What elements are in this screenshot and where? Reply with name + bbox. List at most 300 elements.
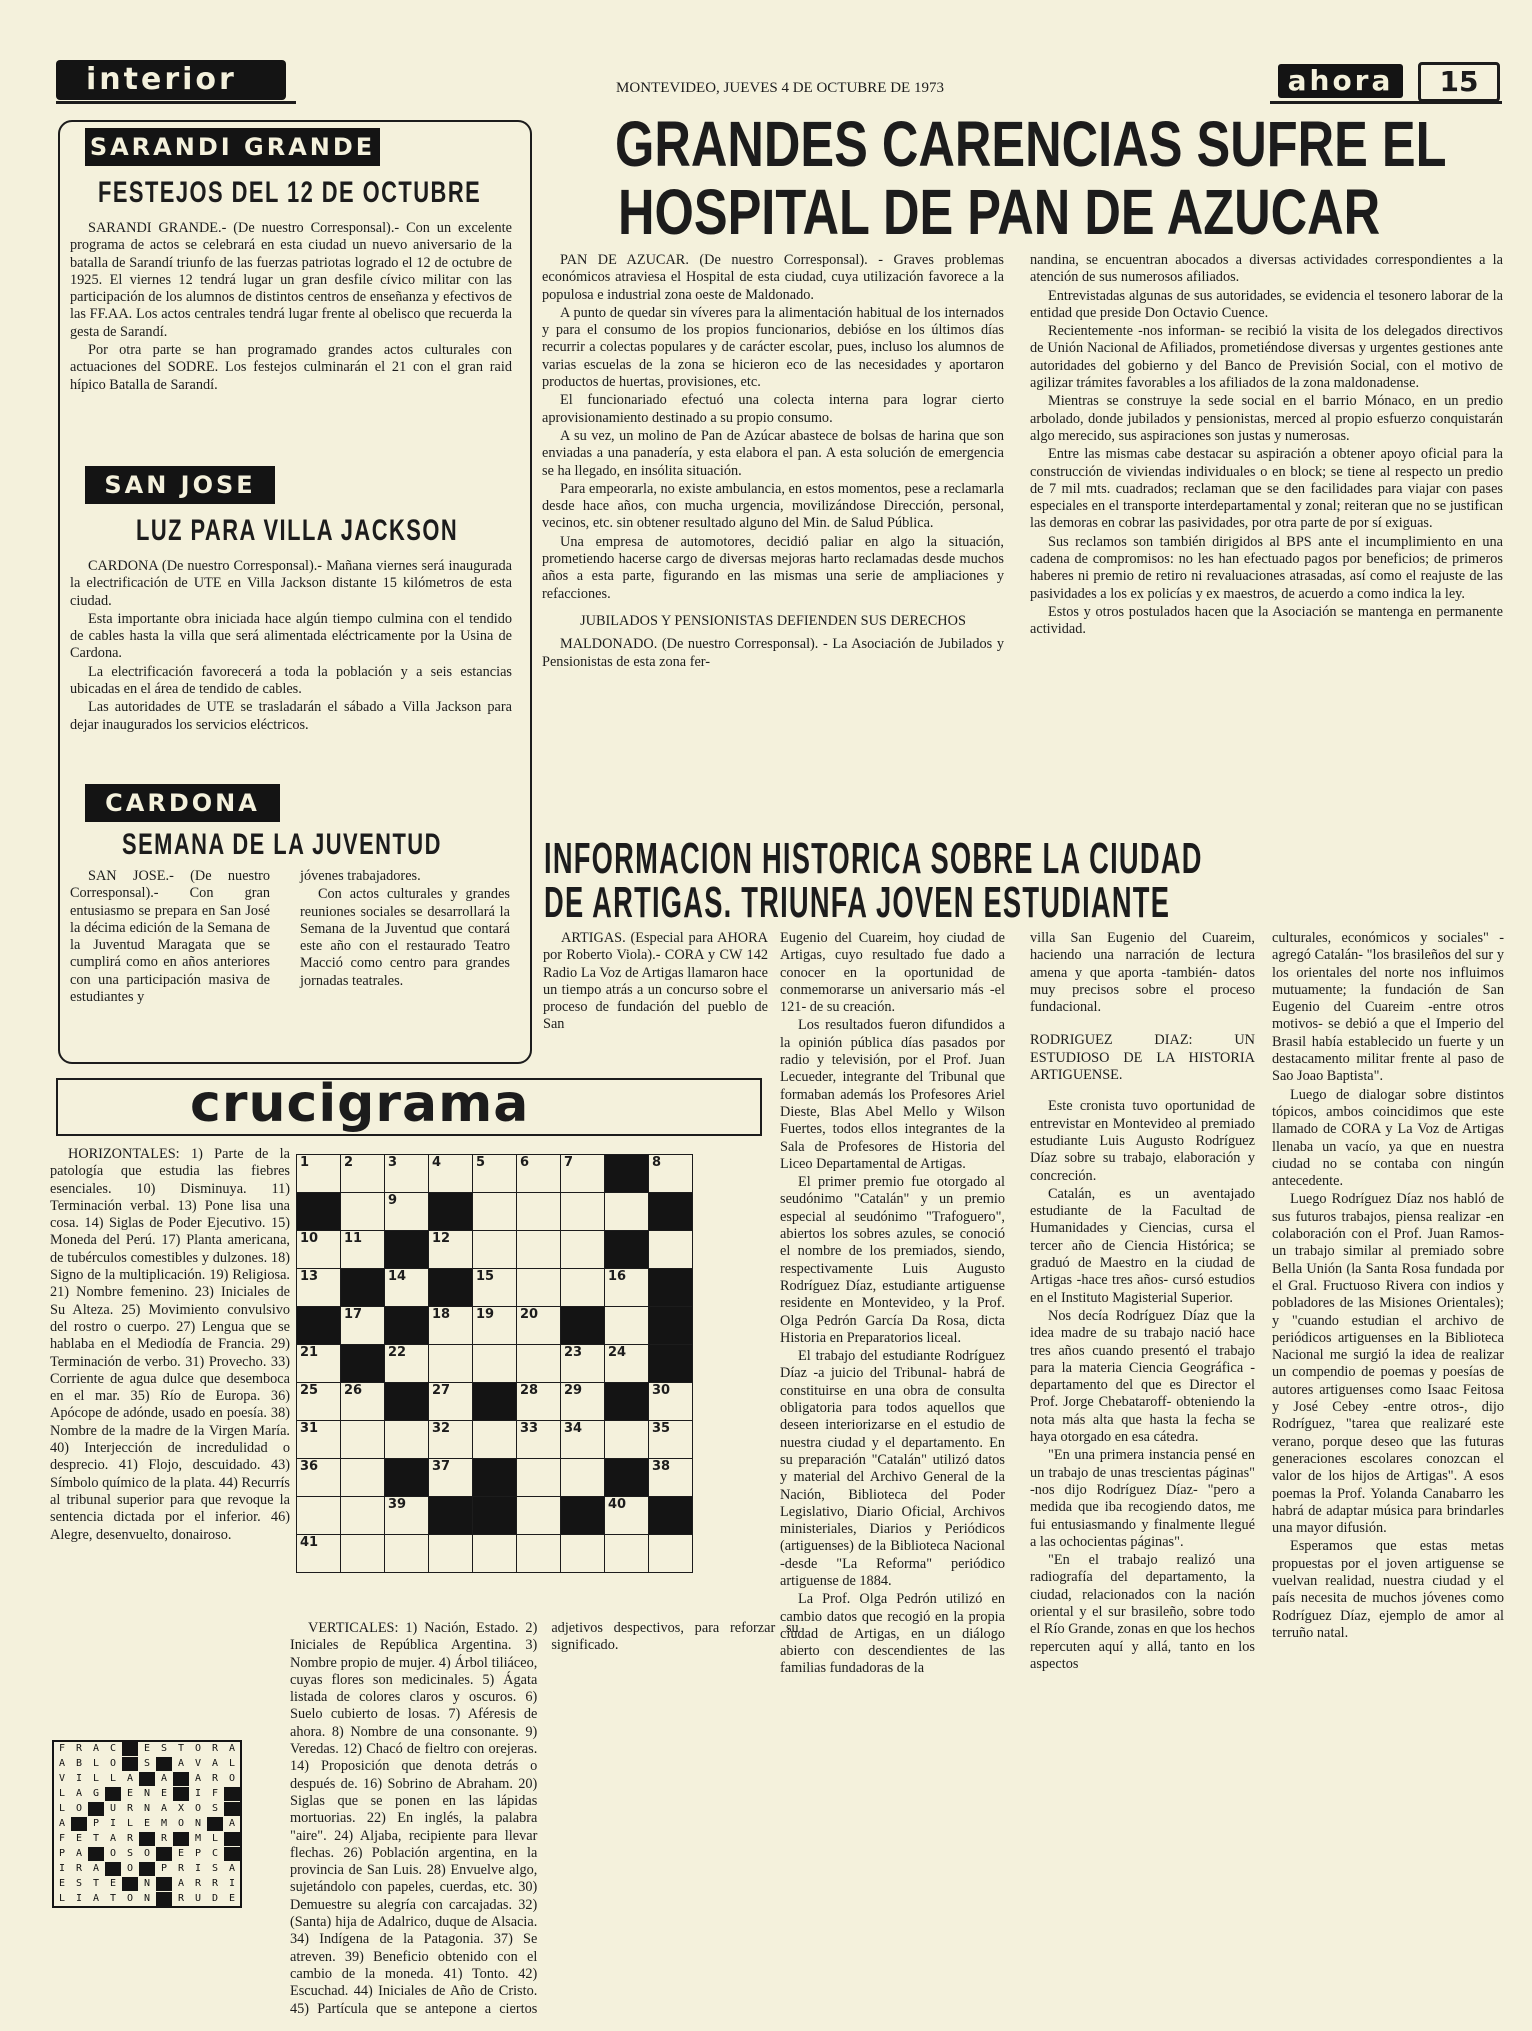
crossword-cell — [605, 1307, 649, 1345]
crossword-cell — [473, 1383, 517, 1421]
sanjose-body — [70, 558, 512, 735]
solution-cell — [224, 1847, 242, 1862]
solution-cell — [173, 1787, 190, 1802]
solution-cell: O — [139, 1847, 156, 1862]
subheading: RODRIGUEZ DIAZ: UN ESTUDIOSO DE LA HISTORIA ARTIGUENSE. — [1030, 1032, 1255, 1084]
paragraph: A punto de quedar sin víveres para la alimentación habitual de los internados y para el consumo de los propios funcionarios, debióse en los últimos días recurrir a colectas populares y de carácter escolar, pues, incluso los alumnos de varias escuelas de la zona se hicieron eco de las necesidades y aportaron productos de huertas, provisiones, etc. — [542, 304, 1004, 391]
crossword-cell — [385, 1383, 429, 1421]
cell-number: 33 — [520, 1421, 539, 1436]
solution-cell — [156, 1757, 173, 1772]
crossword-cell — [561, 1307, 605, 1345]
solution-table — [52, 1740, 242, 1908]
crossword-cell — [385, 1269, 429, 1307]
cell-number: 17 — [344, 1307, 363, 1322]
crossword-cell — [473, 1497, 517, 1535]
solution-cell: O — [122, 1862, 139, 1877]
solution-cell: S — [207, 1802, 224, 1817]
crossword-cell — [341, 1269, 385, 1307]
hospital-col1 — [542, 252, 1004, 672]
horizontales-clues — [50, 1146, 290, 1545]
solution-cell: O — [224, 1772, 242, 1787]
cell-number: 24 — [608, 1345, 627, 1360]
crossword-cell — [385, 1421, 429, 1459]
solution-cell: O — [71, 1802, 88, 1817]
paragraph: MALDONADO. (De nuestro Corresponsal). - La Asociación de Jubilados y Pensionistas de esta zona fer- — [542, 636, 1004, 670]
crossword-cell — [297, 1459, 341, 1497]
paragraph: Estos y otros postulados hacen que la Asociación se mantenga en permanente actividad. — [1030, 603, 1503, 638]
crossword-cell — [429, 1231, 473, 1269]
artigas-col2 — [780, 930, 1005, 1679]
artigas-headline-line2: DE ARTIGAS. TRIUNFA JOVEN ESTUDIANTE — [544, 878, 1171, 927]
sarandi-label: SARANDI GRANDE — [85, 128, 380, 166]
cell-number: 25 — [300, 1383, 319, 1398]
solution-cell — [173, 1832, 190, 1847]
hospital-col2 — [1030, 252, 1503, 640]
sanjose-title: LUZ PARA VILLA JACKSON — [136, 514, 459, 547]
solution-cell: R — [156, 1832, 173, 1847]
solution-row — [53, 1862, 241, 1877]
solution-cell: E — [53, 1877, 71, 1892]
solution-cell: A — [53, 1757, 71, 1772]
paragraph: El trabajo del estudiante Rodríguez Díaz -a juicio del Tribunal- habrá de constituirse en una obra de consulta obligatoria para todos aquellos que deseen interiorizarse en el estudio de nuestra ciudad y el departamento. En su preparación "Catalán" utilizó datos y material del Archivo General de la Nación, Biblioteca del Poder Legislativo, Diario Oficial, Archivos ministeriales, Diarios y Periódicos (artiguenses) de la Biblioteca Nacional -desde "La Reforma" periódico artiguense de 1884. — [780, 1348, 1005, 1589]
paragraph: Recientemente -nos informan- se recibió la visita de los delegados directivos de Unión Nacional de Afiliados, prometiéndose diversas y urgentes gestiones ante autoridades del gobierno y del Banco de Previsión Social, con el motivo de agilizar trámites favorables a los afiliados de la zona maldonadense. — [1030, 323, 1503, 392]
crossword-table — [296, 1154, 693, 1573]
paragraph — [290, 1620, 799, 2030]
solution-cell: A — [224, 1862, 242, 1877]
artigas-intro-1 — [543, 930, 768, 1035]
crossword-row — [297, 1421, 693, 1459]
paragraph: El primer premio fue otorgado al seudónimo "Catalán" y un premio especial al seudónimo "Trafoguero", abiertos los sobres azules, se conoció el nombre de los premiados, siendo, respectivamente Luis Augusto Rodríguez Díaz, estudiante artiguense residente en Montevideo, y la Prof. Olga Pedrón García Da Rosa, dicta Historia en Preparatorios liceal. — [780, 1174, 1005, 1346]
artigas-col3 — [1030, 930, 1255, 1674]
paragraph: Luego de dialogar sobre distintos tópicos, ambos coincidimos que este llamado de CORA y La Voz de Artigas llenaba un vacío, ya que en nuestra ciudad no se contaba con ningún antecedente. — [1272, 1086, 1504, 1190]
crossword-cell — [605, 1155, 649, 1193]
cell-number: 35 — [652, 1421, 671, 1436]
crossword-cell — [473, 1459, 517, 1497]
solution-cell: X — [173, 1802, 190, 1817]
crossword-row — [297, 1383, 693, 1421]
crossword-cell — [561, 1497, 605, 1535]
sarandi-body — [70, 220, 512, 395]
paragraph: CARDONA (De nuestro Corresponsal).- Mañana viernes será inaugurada la electrificación de UTE en Villa Jackson distante 15 kilómetros de esta ciudad. — [70, 558, 512, 609]
crossword-cell — [473, 1231, 517, 1269]
crossword-cell — [385, 1535, 429, 1573]
solution-cell: R — [207, 1877, 224, 1892]
solution-cell: I — [71, 1892, 88, 1908]
solution-cell: A — [173, 1757, 190, 1772]
crossword-row — [297, 1497, 693, 1535]
paragraph: Nos decía Rodríguez Díaz que la idea madre de su trabajo nació hace tres años cuando presentó el trabajo para la materia Ciencia Geográfica -departamento del que es Director el Prof. Jorge Chebataroff- obteniendo la nota más alta que hasta la fecha se haya otorgado en esa cátedra. — [1030, 1307, 1255, 1446]
crossword-cell — [649, 1155, 693, 1193]
solution-cell: N — [139, 1787, 156, 1802]
solution-cell: E — [122, 1787, 139, 1802]
solution-cell — [71, 1817, 88, 1832]
solution-row — [53, 1892, 241, 1908]
brand-logo: ahora — [1278, 64, 1403, 98]
cell-number: 16 — [608, 1269, 627, 1284]
page-number: 15 — [1418, 62, 1500, 102]
crossword-cell — [561, 1155, 605, 1193]
paragraph: culturales, económicos y sociales" -agregó Catalán- "los brasileños del sur y los orientales del norte nos influimos mutuamente; la fundación de San Eugenio del Cuareim -entre otros motivos- se debió a que el Imperio del Brasil había establecido un fuerte y un destacamento militar frente al paso de Sao Joao Baptista". — [1272, 930, 1504, 1085]
crossword-cell — [605, 1269, 649, 1307]
cell-number: 20 — [520, 1307, 539, 1322]
solution-cell — [224, 1787, 242, 1802]
hospital-headline-line1: GRANDES CARENCIAS SUFRE EL — [615, 108, 1447, 180]
cardona-col2 — [300, 868, 510, 991]
solution-cell: L — [53, 1802, 71, 1817]
solution-cell: O — [190, 1802, 207, 1817]
solution-cell: A — [122, 1772, 139, 1787]
cell-number: 8 — [652, 1155, 662, 1170]
paragraph: PAN DE AZUCAR. (De nuestro Corresponsal). - Graves problemas económicos atraviesa el Hospital de esta ciudad, cuya utilización favorece a la populosa e industrial zona oeste de Maldonado. — [542, 252, 1004, 303]
solution-cell — [122, 1741, 139, 1757]
cardona-title: SEMANA DE LA JUVENTUD — [122, 828, 442, 861]
crossword-cell — [517, 1345, 561, 1383]
paragraph: ARTIGAS. (Especial para AHORA por Roberto Viola).- CORA y CW 142 Radio La Voz de Artigas llamaron hace un tiempo atrás a un concurso sobre el proceso de fundación del pueblo de San — [543, 930, 768, 1033]
solution-cell: N — [139, 1802, 156, 1817]
solution-cell: O — [105, 1847, 122, 1862]
crossword-cell — [561, 1535, 605, 1573]
crossword-cell — [473, 1269, 517, 1307]
crossword-cell — [341, 1535, 385, 1573]
solution-cell: T — [88, 1832, 105, 1847]
subheading: JUBILADOS Y PENSIONISTAS DEFIENDEN SUS DERECHOS — [580, 612, 966, 629]
crossword-cell — [649, 1345, 693, 1383]
solution-cell: F — [53, 1741, 71, 1757]
solution-cell: G — [88, 1787, 105, 1802]
sanjose-label: SAN JOSE — [85, 466, 275, 504]
solution-cell: O — [173, 1817, 190, 1832]
solution-cell — [139, 1772, 156, 1787]
solution-cell: L — [105, 1772, 122, 1787]
solution-cell: L — [207, 1832, 224, 1847]
solution-cell: R — [207, 1772, 224, 1787]
solution-cell: I — [105, 1817, 122, 1832]
cell-number: 21 — [300, 1345, 319, 1360]
crossword-cell — [517, 1459, 561, 1497]
crossword-cell — [605, 1383, 649, 1421]
solution-cell: A — [105, 1832, 122, 1847]
solution-cell: S — [122, 1847, 139, 1862]
crossword-cell — [649, 1193, 693, 1231]
crossword-cell — [297, 1421, 341, 1459]
solution-cell: A — [190, 1772, 207, 1787]
solution-cell: I — [53, 1862, 71, 1877]
solution-cell: A — [71, 1847, 88, 1862]
crossword-cell — [561, 1383, 605, 1421]
solution-cell: C — [207, 1847, 224, 1862]
solution-cell: P — [156, 1862, 173, 1877]
solution-row — [53, 1741, 241, 1757]
clue-text: 1) Parte de la patología que estudia las fiebres esenciales. 10) Disminuya. 11) Terminación verbal. 13) Pone lisa una cosa. 14) Siglas de Poder Ejecutivo. 15) Moneda del Perú. 17) Planta americana, de tubérculos comestibles y dulzones. 18) Signo de la multiplicación. 19) Religiosa. 21) Nombre femenino. 23) Iniciales de Su Alteza. 25) Movimiento convulsivo del rostro o cuerpo. 27) Lengua que se hablaba en el Mediodía de Francia. 29) Terminación de verbo. 31) Provecho. 33) Corriente de agua dulce que desemboca en el mar. 35) Río de Europa. 36) Apócope de adónde, usado en poesía. 38) Nombre de la madre de la Virgen María. 40) Interjección de incredulidad o desprecio. 41) Flojo, descuidado. 43) Símbolo químico de la plata. 44) Recurrís al tribunal superior para que revoque la sentencia dictada por el inferior. 46) Alegre, desenvuelto, donairoso. — [50, 1146, 290, 1543]
crossword-cell — [473, 1193, 517, 1231]
crossword-cell — [385, 1193, 429, 1231]
solution-cell: C — [105, 1741, 122, 1757]
solution-cell: E — [139, 1741, 156, 1757]
solution-cell: I — [224, 1877, 242, 1892]
crossword-cell — [473, 1155, 517, 1193]
header-rule-left — [56, 101, 296, 104]
paragraph: Los resultados fueron difundidos a la opinión pública días pasados por radio y televisión, por el Prof. Juan Lecueder, integrante del Tribunal que formaban además los Profesores Ariel Dieste, Blas Abel Mello y Wilson Fuertes, todos ellos integrantes de la Sala de Profesores de Historia del Liceo Departamental de Artigas. — [780, 1017, 1005, 1172]
crossword-cell — [341, 1231, 385, 1269]
cell-number: 13 — [300, 1269, 319, 1284]
crossword-cell — [429, 1421, 473, 1459]
solution-cell: F — [53, 1832, 71, 1847]
paragraph: Con actos culturales y grandes reuniones sociales se desarrollará la Semana de la Juventud que contará este año con el restaurado Teatro Macció como centro para grandes jornadas teatrales. — [300, 886, 510, 989]
cell-number: 30 — [652, 1383, 671, 1398]
artigas-headline-line1: INFORMACION HISTORICA SOBRE LA CIUDAD — [544, 834, 1203, 883]
cell-number: 22 — [388, 1345, 407, 1360]
cell-number: 11 — [344, 1231, 363, 1246]
crossword-cell — [649, 1269, 693, 1307]
paragraph: Esperamos que estas metas propuestas por el joven artiguense se vuelvan realidad, nuestra ciudad y el país necesita de muchos jóvenes como Rodríguez Díaz, ejemplo de amor al terruño natal. — [1272, 1538, 1504, 1641]
crossword-cell — [429, 1269, 473, 1307]
solution-cell: O — [105, 1757, 122, 1772]
crossword-cell — [297, 1497, 341, 1535]
solution-cell: A — [88, 1862, 105, 1877]
crossword-cell — [517, 1269, 561, 1307]
crossword-cell — [385, 1345, 429, 1383]
solution-cell: P — [88, 1817, 105, 1832]
solution-cell: R — [173, 1862, 190, 1877]
crossword-cell — [341, 1421, 385, 1459]
solution-cell: A — [173, 1877, 190, 1892]
solution-cell: I — [190, 1787, 207, 1802]
cardona-col1 — [70, 868, 270, 1007]
paragraph: La electrificación favorecerá a toda la población y a seis estancias ubicadas en el área de tendido de cables. — [70, 663, 512, 698]
solution-cell: A — [53, 1817, 71, 1832]
crossword-cell — [473, 1307, 517, 1345]
solution-cell: N — [190, 1817, 207, 1832]
paragraph: jóvenes trabajadores. — [300, 868, 421, 884]
solution-cell: O — [122, 1892, 139, 1908]
crossword-cell — [297, 1307, 341, 1345]
solution-cell: B — [71, 1757, 88, 1772]
crossword-cell — [341, 1459, 385, 1497]
cell-number: 36 — [300, 1459, 319, 1474]
solution-cell: R — [173, 1892, 190, 1908]
crossword-cell — [605, 1345, 649, 1383]
crossword-cell — [649, 1459, 693, 1497]
artigas-col4 — [1272, 930, 1504, 1643]
solution-cell — [156, 1877, 173, 1892]
solution-cell: O — [190, 1741, 207, 1757]
solution-cell: P — [190, 1847, 207, 1862]
crossword-cell — [297, 1345, 341, 1383]
crossword-cell — [605, 1193, 649, 1231]
crossword-cell — [385, 1497, 429, 1535]
solution-cell: N — [139, 1877, 156, 1892]
solution-cell: F — [207, 1787, 224, 1802]
solution-cell: S — [139, 1757, 156, 1772]
solution-cell: E — [156, 1787, 173, 1802]
crossword-cell — [429, 1193, 473, 1231]
clue-heading: VERTICALES: — [308, 1620, 399, 1636]
paragraph: El funcionariado efectuó una colecta interna para lograr cierto aprovisionamiento destinado a su propio consumo. — [542, 392, 1004, 426]
paragraph: Mientras se construye la sede social en el barrio Mónaco, en un predio arbolado, donde jubilados y pensionistas, merced al propio esfuerzo conquistarán algo merecido, sus aspiraciones son justas y numerosas. — [1030, 393, 1503, 444]
solution-row — [53, 1787, 241, 1802]
crossword-cell — [561, 1421, 605, 1459]
paragraph: villa San Eugenio del Cuareim, haciendo una narración de lectura amena y que aporta -también- datos muy precisos sobre el proceso fundacional. — [1030, 930, 1255, 1016]
crossword-cell — [429, 1383, 473, 1421]
crossword-cell — [561, 1269, 605, 1307]
crossword-cell — [297, 1535, 341, 1573]
solution-row — [53, 1757, 241, 1772]
sarandi-title: FESTEJOS DEL 12 DE OCTUBRE — [98, 176, 482, 209]
crossword-row — [297, 1155, 693, 1193]
solution-cell: T — [88, 1877, 105, 1892]
crossword-cell — [561, 1459, 605, 1497]
solution-cell — [156, 1892, 173, 1908]
hospital-headline-line2: HOSPITAL DE PAN DE AZUCAR — [618, 176, 1381, 248]
cell-number: 6 — [520, 1155, 530, 1170]
solution-cell: L — [122, 1817, 139, 1832]
solution-cell: E — [139, 1817, 156, 1832]
solution-row — [53, 1817, 241, 1832]
solution-cell — [139, 1832, 156, 1847]
paragraph: Catalán, es un aventajado estudiante de la Facultad de Humanidades y Ciencias, cursa el tercer año de Ciencia Histórica; se graduó de Maestro en la ciudad de Artigas -hace tres años- cursó estudios en el Instituto Magisterial Superior. — [1030, 1185, 1255, 1306]
cell-number: 31 — [300, 1421, 319, 1436]
crossword-cell — [341, 1345, 385, 1383]
paragraph: Las autoridades de UTE se trasladarán el sábado a Villa Jackson para dejar inaugurados los servicios eléctricos. — [70, 699, 512, 733]
solution-cell: M — [156, 1817, 173, 1832]
crossword-cell — [297, 1269, 341, 1307]
cell-number: 1 — [300, 1155, 310, 1170]
crossword-cell — [649, 1231, 693, 1269]
solution-cell: S — [156, 1741, 173, 1757]
solution-cell: A — [156, 1772, 173, 1787]
cell-number: 26 — [344, 1383, 363, 1398]
solution-cell: A — [156, 1802, 173, 1817]
crossword-cell — [517, 1307, 561, 1345]
clue-heading: HORIZONTALES: — [68, 1146, 180, 1162]
solution-cell: T — [105, 1892, 122, 1908]
crossword-title: crucigrama — [190, 1074, 530, 1134]
solution-cell: D — [207, 1892, 224, 1908]
crossword-cell — [517, 1535, 561, 1573]
paragraph: Entrevistadas algunas de sus autoridades, se evidencia el tesonero laborar de la entidad que preside Don Octavio Cuence. — [1030, 287, 1503, 321]
cell-number: 2 — [344, 1155, 354, 1170]
solution-cell: E — [71, 1832, 88, 1847]
solution-cell: R — [207, 1741, 224, 1757]
paragraph — [50, 1146, 290, 1544]
crossword-row — [297, 1459, 693, 1497]
crossword-cell — [429, 1459, 473, 1497]
solution-row — [53, 1832, 241, 1847]
crossword-cell — [473, 1535, 517, 1573]
crossword-cell — [605, 1231, 649, 1269]
solution-cell — [88, 1847, 105, 1862]
crossword-cell — [649, 1383, 693, 1421]
cell-number: 15 — [476, 1269, 495, 1284]
cell-number: 37 — [432, 1459, 451, 1474]
solution-cell: V — [190, 1757, 207, 1772]
crossword-cell — [429, 1345, 473, 1383]
crossword-cell — [561, 1231, 605, 1269]
crossword-row — [297, 1345, 693, 1383]
solution-cell: R — [71, 1862, 88, 1877]
solution-row — [53, 1802, 241, 1817]
solution-cell — [122, 1757, 139, 1772]
paragraph: nandina, se encuentran abocados a diversas actividades correspondientes a la atención de sus numerosos afiliados. — [1030, 252, 1503, 286]
header-rule-right — [1270, 101, 1502, 104]
crossword-cell — [341, 1307, 385, 1345]
paragraph: Eugenio del Cuareim, hoy ciudad de Artigas, cuyo resultado fue dado a conocer en la oportunidad de conmemorarse un aniversario más -el 121- de su creación. — [780, 930, 1005, 1016]
crossword-row — [297, 1231, 693, 1269]
dateline: MONTEVIDEO, JUEVES 4 DE OCTUBRE DE 1973 — [616, 80, 944, 96]
solution-cell: E — [105, 1877, 122, 1892]
solution-cell — [173, 1772, 190, 1787]
crossword-cell — [649, 1497, 693, 1535]
solution-cell — [105, 1862, 122, 1877]
crossword-row — [297, 1193, 693, 1231]
crossword-cell — [517, 1421, 561, 1459]
solution-cell: A — [71, 1787, 88, 1802]
solution-cell: L — [88, 1757, 105, 1772]
solution-row — [53, 1772, 241, 1787]
cell-number: 28 — [520, 1383, 539, 1398]
cell-number: 32 — [432, 1421, 451, 1436]
crossword-cell — [561, 1193, 605, 1231]
solution-cell: T — [173, 1741, 190, 1757]
cell-number: 4 — [432, 1155, 442, 1170]
cell-number: 40 — [608, 1497, 627, 1512]
solution-row — [53, 1877, 241, 1892]
solution-cell: A — [88, 1741, 105, 1757]
solution-cell: U — [190, 1892, 207, 1908]
solution-cell: E — [224, 1892, 242, 1908]
solution-cell: M — [190, 1832, 207, 1847]
crossword-cell — [341, 1193, 385, 1231]
solution-cell — [224, 1802, 242, 1817]
solution-cell — [139, 1862, 156, 1877]
cell-number: 12 — [432, 1231, 451, 1246]
solution-cell — [224, 1832, 242, 1847]
solution-cell — [122, 1877, 139, 1892]
crossword-cell — [517, 1155, 561, 1193]
solution-row — [53, 1847, 241, 1862]
solution-cell: A — [224, 1741, 242, 1757]
solution-cell: I — [71, 1772, 88, 1787]
paragraph: A su vez, un molino de Pan de Azúcar abastece de bolsas de harina que son enviadas a una panadería, y esta elabora el pan. A esta solución de emergencia se ha llegado, en insólita situación. — [542, 427, 1004, 479]
paragraph: Sus reclamos son también dirigidos al BPS ante el incumplimiento en una cadena de compromisos: no les han efectuado pagos por beneficios; de primeros haberes ni premio de retiro ni revaluaciones atrasadas, así como el reajuste de las pasividades a los ex policías y ex maestros, de acuerdo a como indica la ley. — [1030, 533, 1503, 602]
crossword-cell — [429, 1307, 473, 1345]
solution-cell: A — [207, 1757, 224, 1772]
solution-cell: L — [88, 1772, 105, 1787]
solution-cell: S — [207, 1862, 224, 1877]
solution-cell: V — [53, 1772, 71, 1787]
solution-cell — [207, 1817, 224, 1832]
crossword-cell — [341, 1155, 385, 1193]
cardona-label: CARDONA — [85, 784, 280, 822]
solution-cell: E — [173, 1847, 190, 1862]
crossword-cell — [517, 1383, 561, 1421]
solution-cell: A — [224, 1817, 242, 1832]
crossword-cell — [517, 1231, 561, 1269]
solution-cell: R — [190, 1877, 207, 1892]
paragraph: Para empeorarla, no existe ambulancia, en estos momentos, pese a reclamarla desde hace años, con mucha urgencia, movilizándose Dirección, personal, vecinos, etc. sin obtener resultado alguno del Min. de Salud Pública. — [542, 480, 1004, 532]
cell-number: 7 — [564, 1155, 574, 1170]
solution-cell: L — [53, 1892, 71, 1908]
solution-cell — [88, 1802, 105, 1817]
cell-number: 29 — [564, 1383, 583, 1398]
cell-number: 38 — [652, 1459, 671, 1474]
solution-cell — [105, 1787, 122, 1802]
crossword-row — [297, 1269, 693, 1307]
paragraph: Luego Rodríguez Díaz nos habló de sus futuros trabajos, piensa realizar -en colaboración con el Prof. Juan Ramos- un trabajo similar al premiado sobre Bella Unión (la Santa Rosa fundada por el Gral. Fructuoso Rivera con indios y pobladores de las Misiones Orientales); y "cuando estudian el archivo de periódicos artiguenses en la Biblioteca Nacional me surgió la idea de realizar un compendio de poemas y poesías de autores artiguenses como Isaac Feitosa y José Cebey -entre otros-, dijo Rodríguez, "tarea que realizaré este verano, porque deseo que las futuras generaciones escolares conozcan el valor de los hijos de Artigas". A esos poemas la Prof. Yolanda Canabarro les habrá de adaptar música para brindarles una mayor difusión. — [1272, 1191, 1504, 1537]
solution-cell: L — [53, 1787, 71, 1802]
crossword-cell — [605, 1535, 649, 1573]
paragraph: SAN JOSE.- (De nuestro Corresponsal).- Con gran entusiasmo se prepara en San José la décima edición de la Semana de la Juventud Maragata que se cumplirá como en años anteriores con una participación masiva de estudiantes y — [70, 868, 270, 1006]
